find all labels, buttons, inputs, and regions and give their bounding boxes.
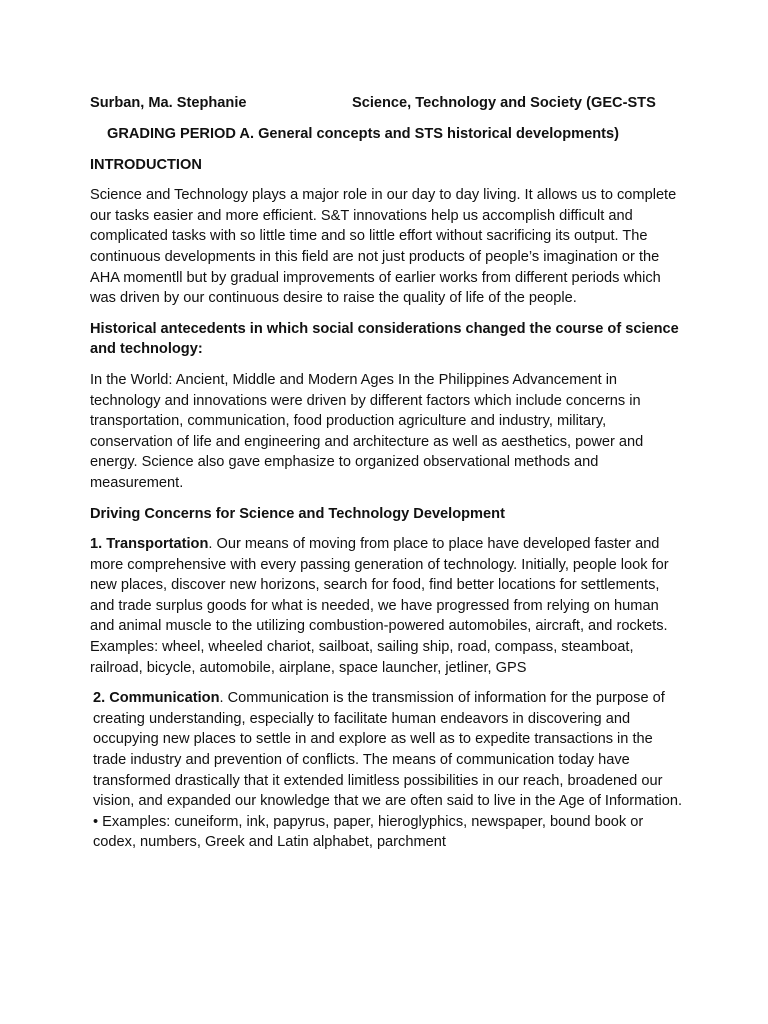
driving-concerns-heading: Driving Concerns for Science and Technology Development [90, 505, 505, 522]
communication-title: 2. Communication [93, 690, 220, 707]
transportation-body: . Our means of moving from place to place have developed faster and more comprehensive with every passing generation of technology. Initially, people look for new places, discover new horizons, search for food, find better locations for settlements, and trade surplus goods for what is needed, we have progressed from relying on human and animal muscle to the utilizing combustion-powered automobiles, aircraft, and rockets. Examples: wheel, wheeled chariot, sailboat, sailing ship, road, compass, steamboat, railroad, bicycle, automobile, airplane, space launcher, jetliner, GPS [90, 536, 669, 676]
introduction-paragraph: Science and Technology plays a major role in our day to day living. It allows us to complete our tasks easier and more efficient. S&T innovations help us accomplish difficult and complicated tasks with so little time and so little effort without sacrificing its output. The continuous developments in this field are not just products of people’s imagination or the AHA momentll but by gradual improvements of earlier works from different periods which was driven by our continuous desire to raise the quality of life of the people. [90, 187, 677, 307]
transportation-title: 1. Transportation [90, 536, 209, 553]
document-page [90, 93, 682, 853]
author-name: Surban, Ma. Stephanie [90, 95, 247, 111]
transportation-paragraph [90, 534, 682, 678]
communication-body: . Communication is the transmission of information for the purpose of creating understanding, especially to facilitate human endeavors in discovering and occupying new places to settle in and explore as well as to expedite transactions in the trade industry and prevention of conflicts. The means of communication today have transformed drastically that it extended limitless possibilities in our reach, broadened our vision, and expanded our knowledge that we are often said to live in the Age of Information. • Examples: cuneiform, ink, papyrus, paper, hieroglyphics, newspaper, bound book or codex, numbers, Greek and Latin alphabet, parchment [93, 690, 682, 851]
historical-paragraph: In the World: Ancient, Middle and Modern Ages In the Philippines Advancement in technology and innovations were driven by different factors which include concerns in transportation, communication, food production agriculture and industry, military, conservation of life and engineering and architecture as well as aesthetics, power and energy. Science also gave emphasize to organized observational methods and measurement. [90, 371, 644, 491]
communication-paragraph [90, 688, 682, 853]
course-title: Science, Technology and Society (GEC-STS [352, 95, 656, 111]
introduction-heading: INTRODUCTION [90, 156, 202, 173]
historical-heading: Historical antecedents in which social considerations changed the course of science and technology: [90, 320, 679, 358]
document-header [90, 93, 682, 113]
grading-period-title: GRADING PERIOD A. General concepts and STS historical developments) [107, 126, 619, 142]
